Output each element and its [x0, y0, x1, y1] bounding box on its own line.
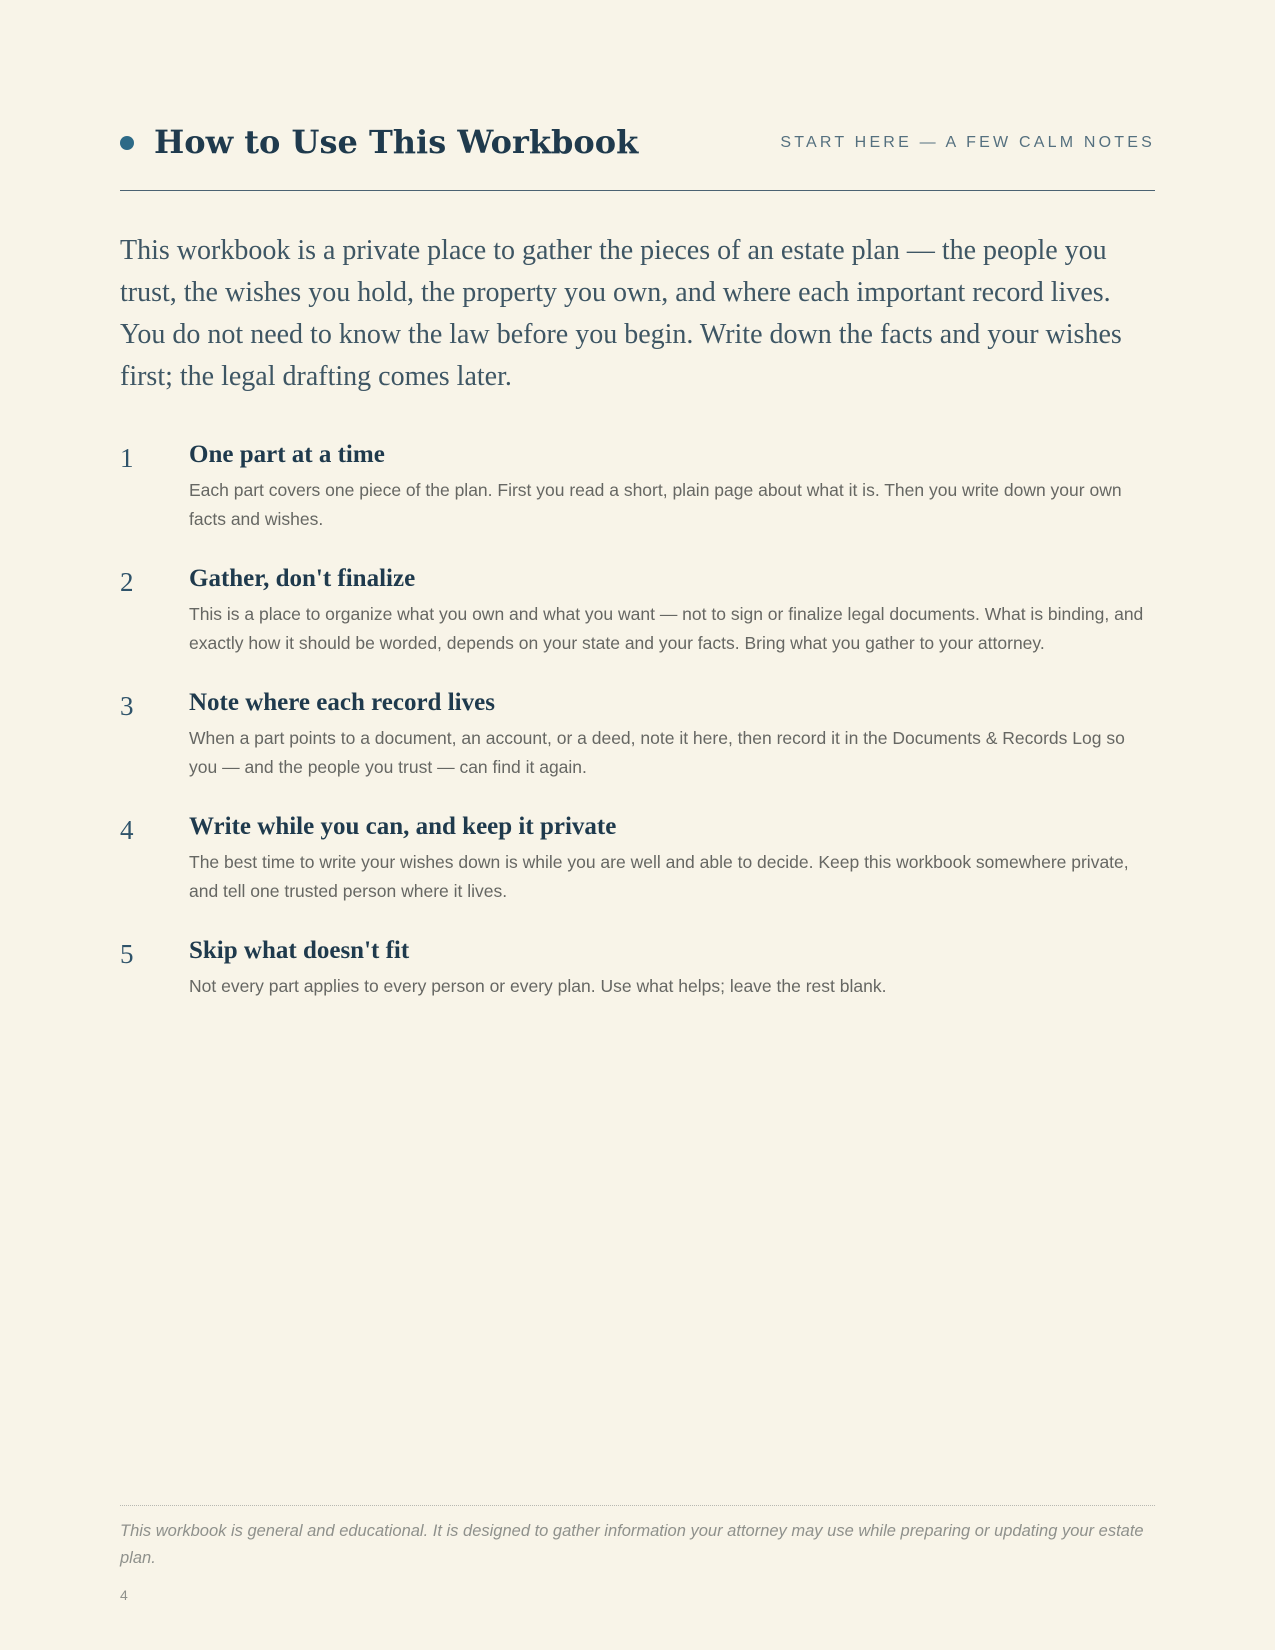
step-number: 3: [120, 691, 134, 721]
intro-paragraph: This workbook is a private place to gather the pieces of an estate plan — the people you trust, the wishes you hold, the property you own, and where each important record lives. You do not need to know the law before you begin. Write down the facts and your wishes first; the legal drafting comes later.: [120, 235, 1122, 392]
footer-disclaimer: This workbook is general and educational. It is designed to gather information your attorney may use while preparing or updating your estate plan.: [120, 1522, 1144, 1567]
steps-list: [120, 438, 1155, 1029]
step-body: Not every part applies to every person or every plan. Use what helps; leave the rest blank.: [189, 976, 887, 996]
step-number: 5: [120, 939, 134, 969]
page-header: [120, 118, 1155, 191]
step-title: One part at a time: [189, 441, 385, 468]
bullet-dot-icon: [120, 136, 134, 150]
step-body: Each part covers one piece of the plan. First you read a short, plain page about what it is. Then you write down your own facts and wishes.: [189, 480, 1122, 529]
footer-divider: [120, 1505, 1155, 1506]
step-item: [120, 810, 1155, 906]
page-content: [120, 0, 1155, 1650]
header-kicker: START HERE — A FEW CALM NOTES: [780, 134, 1155, 151]
step-title: Gather, don't finalize: [189, 565, 416, 592]
step-title: Write while you can, and keep it private: [189, 813, 617, 840]
step-title: Note where each record lives: [189, 689, 495, 716]
step-body: When a part points to a document, an account, or a deed, note it here, then record it in the Documents & Records Log so you — and the people you trust — can find it again.: [189, 728, 1125, 777]
page-title: How to Use This Workbook: [154, 123, 639, 161]
step-number: 2: [120, 567, 134, 597]
step-item: [120, 934, 1155, 1001]
step-number: 1: [120, 443, 134, 473]
step-item: [120, 686, 1155, 782]
step-body: The best time to write your wishes down is while you are well and able to decide. Keep this workbook somewhere private, and tell one trusted person where it lives.: [189, 852, 1129, 901]
step-title: Skip what doesn't fit: [189, 937, 410, 964]
step-number: 4: [120, 815, 134, 845]
step-item: [120, 438, 1155, 534]
page-number: 4: [120, 1587, 128, 1603]
step-item: [120, 562, 1155, 658]
step-body: This is a place to organize what you own and what you want — not to sign or finalize legal documents. What is binding, and exactly how it should be worded, depends on your state and your facts. Bring what you gather to your attorney.: [189, 604, 1144, 653]
